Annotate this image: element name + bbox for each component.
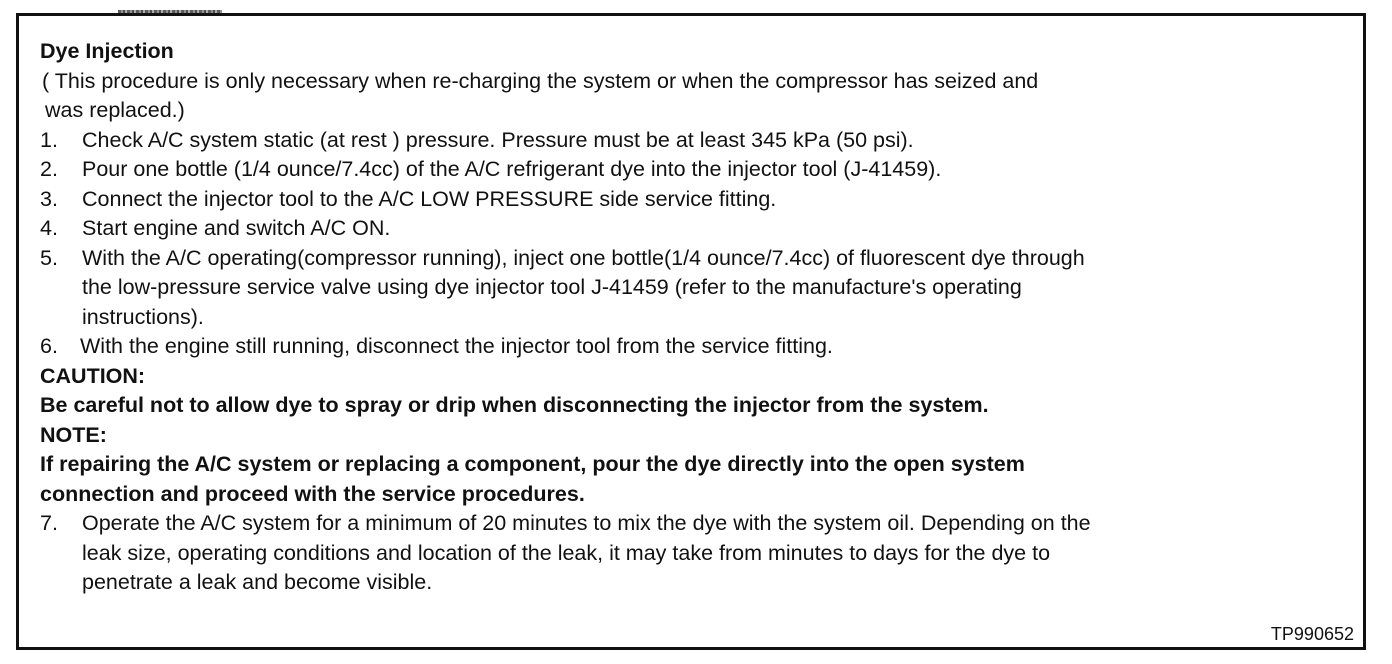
- note-heading: NOTE:: [40, 422, 107, 447]
- step-item: [40, 126, 1340, 156]
- procedure-title: Dye Injection: [40, 39, 174, 63]
- step-number: 1.: [40, 127, 58, 152]
- step-text: Start engine and switch A/C ON.: [82, 216, 391, 240]
- step-text: Check A/C system static (at rest ) pressure. Pressure must be at least 345 kPa (50 psi).: [82, 127, 914, 152]
- note-text: connection and proceed with the service procedures.: [40, 481, 585, 506]
- step-number: 4.: [40, 216, 58, 240]
- caution-text: Be careful not to allow dye to spray or drip when disconnecting the injector from the system.: [40, 393, 989, 417]
- steps-list-a: [40, 126, 1340, 362]
- step-text: the low-pressure service valve using dye injector tool J-41459 (refer to the manufacture's operating: [82, 275, 1022, 299]
- step-number: 3.: [40, 186, 58, 211]
- step-item: [40, 332, 1340, 362]
- note-text: If repairing the A/C system or replacing a component, pour the dye directly into the open system: [40, 452, 1025, 476]
- procedure-content: [40, 37, 1340, 598]
- step-item: [40, 244, 1340, 333]
- step-text: penetrate a leak and become visible.: [82, 570, 433, 594]
- step-text: instructions).: [82, 304, 204, 329]
- step-text: With the engine still running, disconnect the injector tool from the service fitting.: [80, 334, 833, 358]
- step-item: [40, 214, 1340, 244]
- step-text: Connect the injector tool to the A/C LOW PRESSURE side service fitting.: [82, 186, 777, 211]
- step-number: 5.: [40, 245, 58, 270]
- caution-heading: CAUTION:: [40, 363, 146, 388]
- procedure-intro: [40, 67, 1340, 126]
- figure-code: TP990652: [1270, 624, 1354, 644]
- step-number: 2.: [40, 157, 58, 181]
- step-text: Operate the A/C system for a minimum of 20 minutes to mix the dye with the system oil. Depending on the: [82, 511, 1091, 535]
- steps-list-b: [40, 509, 1340, 598]
- step-text: leak size, operating conditions and location of the leak, it may take from minutes to days for the dye to: [82, 540, 1051, 565]
- intro-line: ( This procedure is only necessary when re-charging the system or when the compressor has seized and: [42, 68, 1039, 93]
- step-item: [40, 185, 1340, 215]
- step-text: Pour one bottle (1/4 ounce/7.4cc) of the A/C refrigerant dye into the injector tool (J-41459).: [82, 157, 942, 181]
- step-item: [40, 155, 1340, 185]
- intro-line: was replaced.): [45, 98, 185, 122]
- step-number: 7.: [40, 511, 58, 535]
- step-text: With the A/C operating(compressor running), inject one bottle(1/4 ounce/7.4cc) of fluorescent dye through: [82, 245, 1085, 270]
- step-item: [40, 509, 1340, 598]
- step-number: 6.: [40, 334, 58, 358]
